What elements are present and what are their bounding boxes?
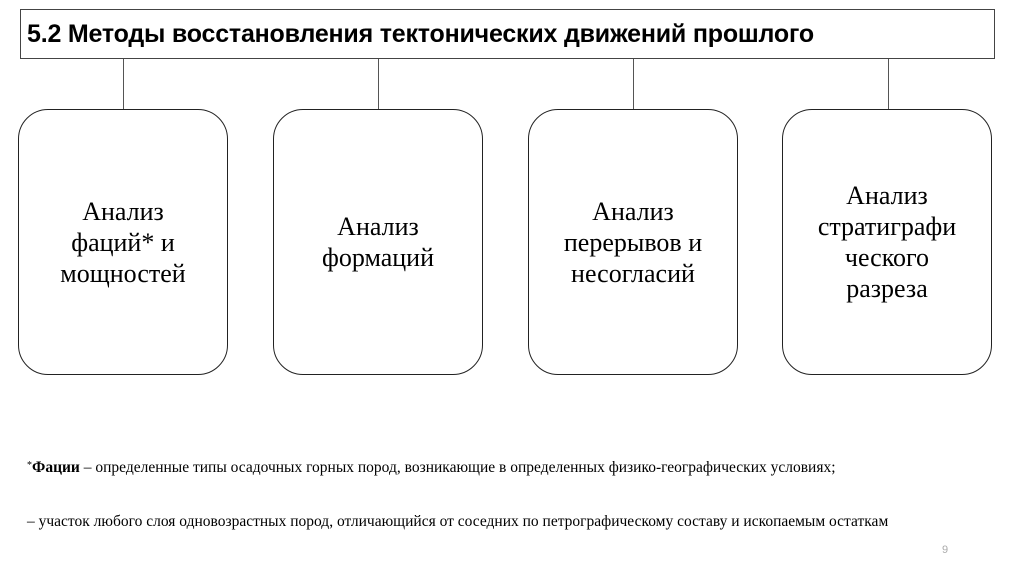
method-line: Анализ xyxy=(82,196,164,226)
footnote-second-definition xyxy=(27,513,985,531)
connector-line-2 xyxy=(378,59,379,109)
method-label-unconformities xyxy=(564,196,702,289)
method-line: Анализ xyxy=(846,181,928,210)
method-label-stratigraphy xyxy=(818,180,956,304)
method-box-facies xyxy=(18,109,228,375)
footnote-definition-text: – определенные типы осадочных горных пород, возникающие в определенных физико-географических условиях; xyxy=(79,459,836,476)
footnote-term: Фации xyxy=(32,459,80,476)
connector-line-3 xyxy=(633,59,634,109)
method-line: Анализ xyxy=(337,212,419,241)
page-number: 9 xyxy=(942,544,949,556)
slide-title: 5.2 Методы восстановления тектонических движений прошлого xyxy=(27,19,814,48)
method-line: фаций* и xyxy=(71,227,175,257)
footnote-facies-definition xyxy=(27,459,985,477)
method-label-facies xyxy=(60,196,185,289)
method-line: разреза xyxy=(846,274,928,303)
method-line: Анализ xyxy=(592,196,674,226)
method-line: ческого xyxy=(844,243,930,272)
method-box-formations xyxy=(273,109,483,375)
method-line: мощностей xyxy=(60,258,186,288)
method-line: стратиграфи xyxy=(817,212,957,241)
connector-line-1 xyxy=(123,59,124,109)
footnote-mark: * xyxy=(27,460,32,471)
method-box-stratigraphy xyxy=(782,109,992,375)
method-label-formations xyxy=(322,211,434,273)
method-line: формаций xyxy=(321,243,434,272)
slide-title-box xyxy=(20,9,995,59)
connector-line-4 xyxy=(888,59,889,109)
method-box-unconformities xyxy=(528,109,738,375)
method-line: несогласий xyxy=(571,258,695,288)
footnote-second-text: – участок любого слоя одновозрастных пород, отличающийся от соседних по петрографическому составу и ископаемым остаткам xyxy=(27,513,889,530)
method-line: перерывов и xyxy=(563,227,703,257)
